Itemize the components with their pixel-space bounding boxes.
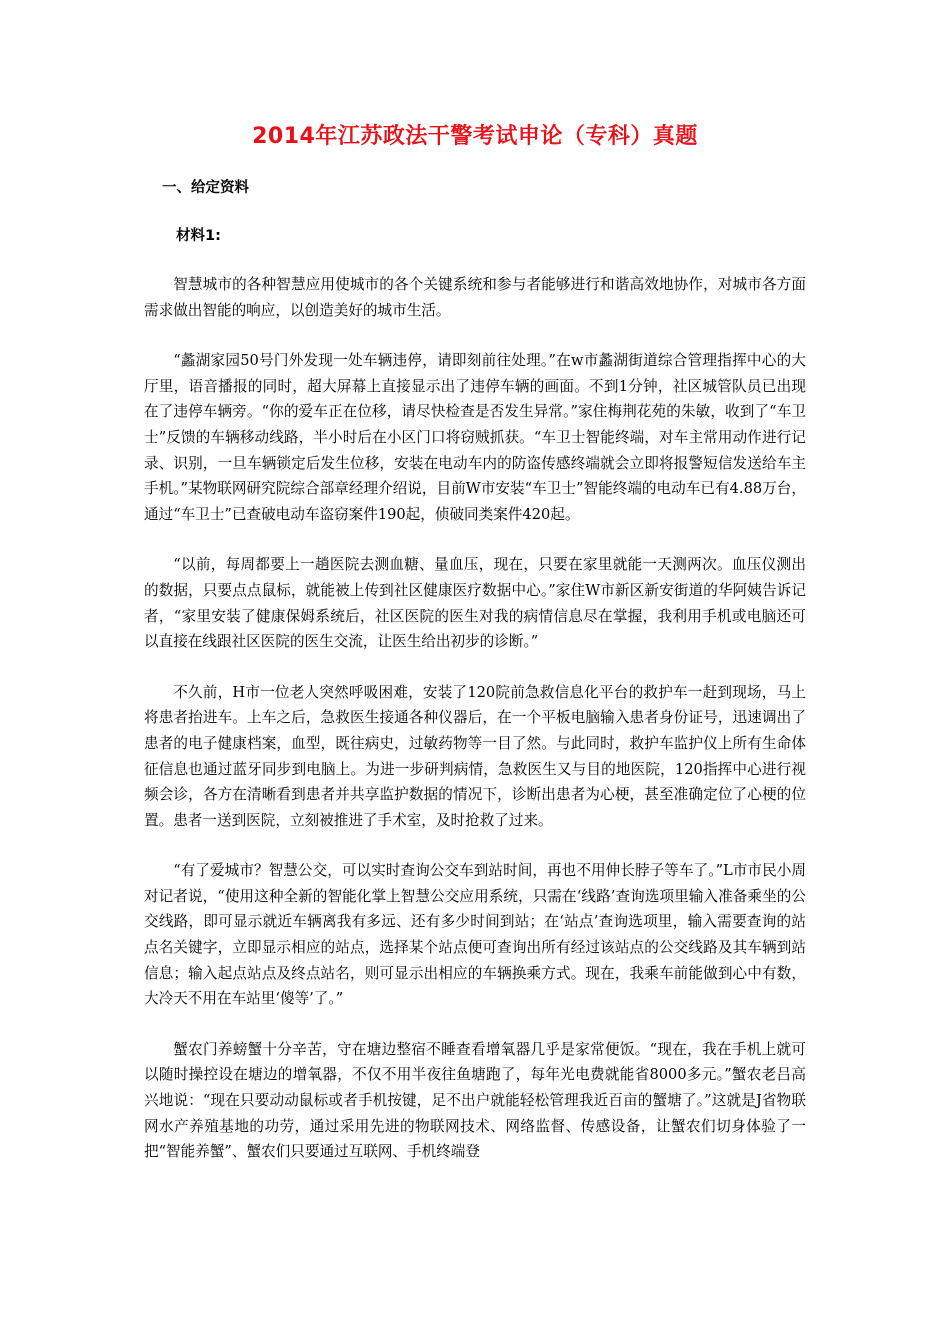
section-heading: 一、给定资料 [162, 180, 249, 196]
material-label: 材料1: [176, 228, 221, 244]
paragraph: “以前，每周都要上一趟医院去测血糖、量血压，现在，只要在家里就能一天测两次。血压仪测出的数据，只要点点鼠标，就能被上传到社区健康医疗数据中心。”家住W市新区新安街道的华阿姨告诉记者，“家里安装了健康保姆系统后，社区医院的医生对我的病情信息尽在掌握，我利用手机或电脑还可以直接在线跟社区医院的医生交流，让医生给出初步的诊断。” [144, 556, 806, 651]
paragraph: 蟹农门养螃蟹十分辛苦，守在塘边整宿不睡查看增氧器几乎是家常便饭。“现在，我在手机上就可以随时操控设在塘边的增氧器，不仅不用半夜往鱼塘跑了，每年光电费就能省8000多元。”蟹农老吕高兴地说：“现在只要动动鼠标或者手机按键，足不出户就能轻松管理我近百亩的蟹塘了。”这就是J省物联网水产养殖基地的功劳，通过采用先进的物联网技术、网络监督、传感设备，让蟹农们切身体验了一把“智能养蟹”、蟹农们只要通过互联网、手机终端登 [144, 1040, 806, 1161]
paragraph: “有了爱城市？智慧公交，可以实时查询公交车到站时间，再也不用伸长脖子等车了。”L市市民小周对记者说，“使用这种全新的智能化掌上智慧公交应用系统，只需在‘线路’查询选项里输入准备乘坐的公交线路，即可显示就近车辆离我有多远、还有多少时间到站；在‘站点’查询选项里，输入需要查询的站点名关键字，立即显示相应的站点，选择某个站点便可查询出所有经过该站点的公交线路及其车辆到站信息；输入起点站点及终点站名，则可显示出相应的车辆换乘方式。现在，我乘车前能做到心中有数，大冷天不用在车站里‘傻等’了。” [144, 862, 806, 1008]
paragraph: “蠡湖家园50号门外发现一处车辆违停，请即刻前往处理。”在w市蠡湖街道综合管理指挥中心的大厅里，语音播报的同时，超大屏幕上直接显示出了违停车辆的画面。不到1分钟，社区城管队员已出现在了违停车辆旁。“你的爱车正在位移，请尽快检查是否发生异常。”家住梅荆花苑的朱敏，收到了“车卫士”反馈的车辆移动线路，半小时后在小区门口将窃贼抓获。“车卫士智能终端，对车主常用动作进行记录、识别，一旦车辆锁定后发生位移，安装在电动车内的防盗传感终端就会立即将报警短信发送给车主手机。”某物联网研究院综合部章经理介绍说，目前W市安装“车卫士”智能终端的电动车已有4.88万台，通过“车卫士”已查破电动车盗窃案件190起，侦破同类案件420起。 [144, 352, 806, 523]
paragraph: 智慧城市的各种智慧应用使城市的各个关键系统和参与者能够进行和谐高效地协作，对城市各方面需求做出智能的响应，以创造美好的城市生活。 [144, 276, 806, 319]
document-title: 2014年江苏政法干警考试申论（专科）真题 [252, 124, 698, 149]
paragraph: 不久前，H市一位老人突然呼吸困难，安装了120院前急救信息化平台的救护车一赶到现场，马上将患者抬进车。上车之后，急救医生接通各种仪器后，在一个平板电脑输入患者身份证号，迅速调出了患者的电子健康档案，血型，既往病史，过敏药物等一目了然。与此同时，救护车监护仪上所有生命体征信息也通过蓝牙同步到电脑上。为进一步研判病情，急救医生又与目的地医院，120指挥中心进行视频会诊，各方在清晰看到患者并共享监护数据的情况下，诊断出患者为心梗，甚至准确定位了心梗的位置。患者一送到医院，立刻被推进了手术室，及时抢救了过来。 [144, 683, 806, 829]
